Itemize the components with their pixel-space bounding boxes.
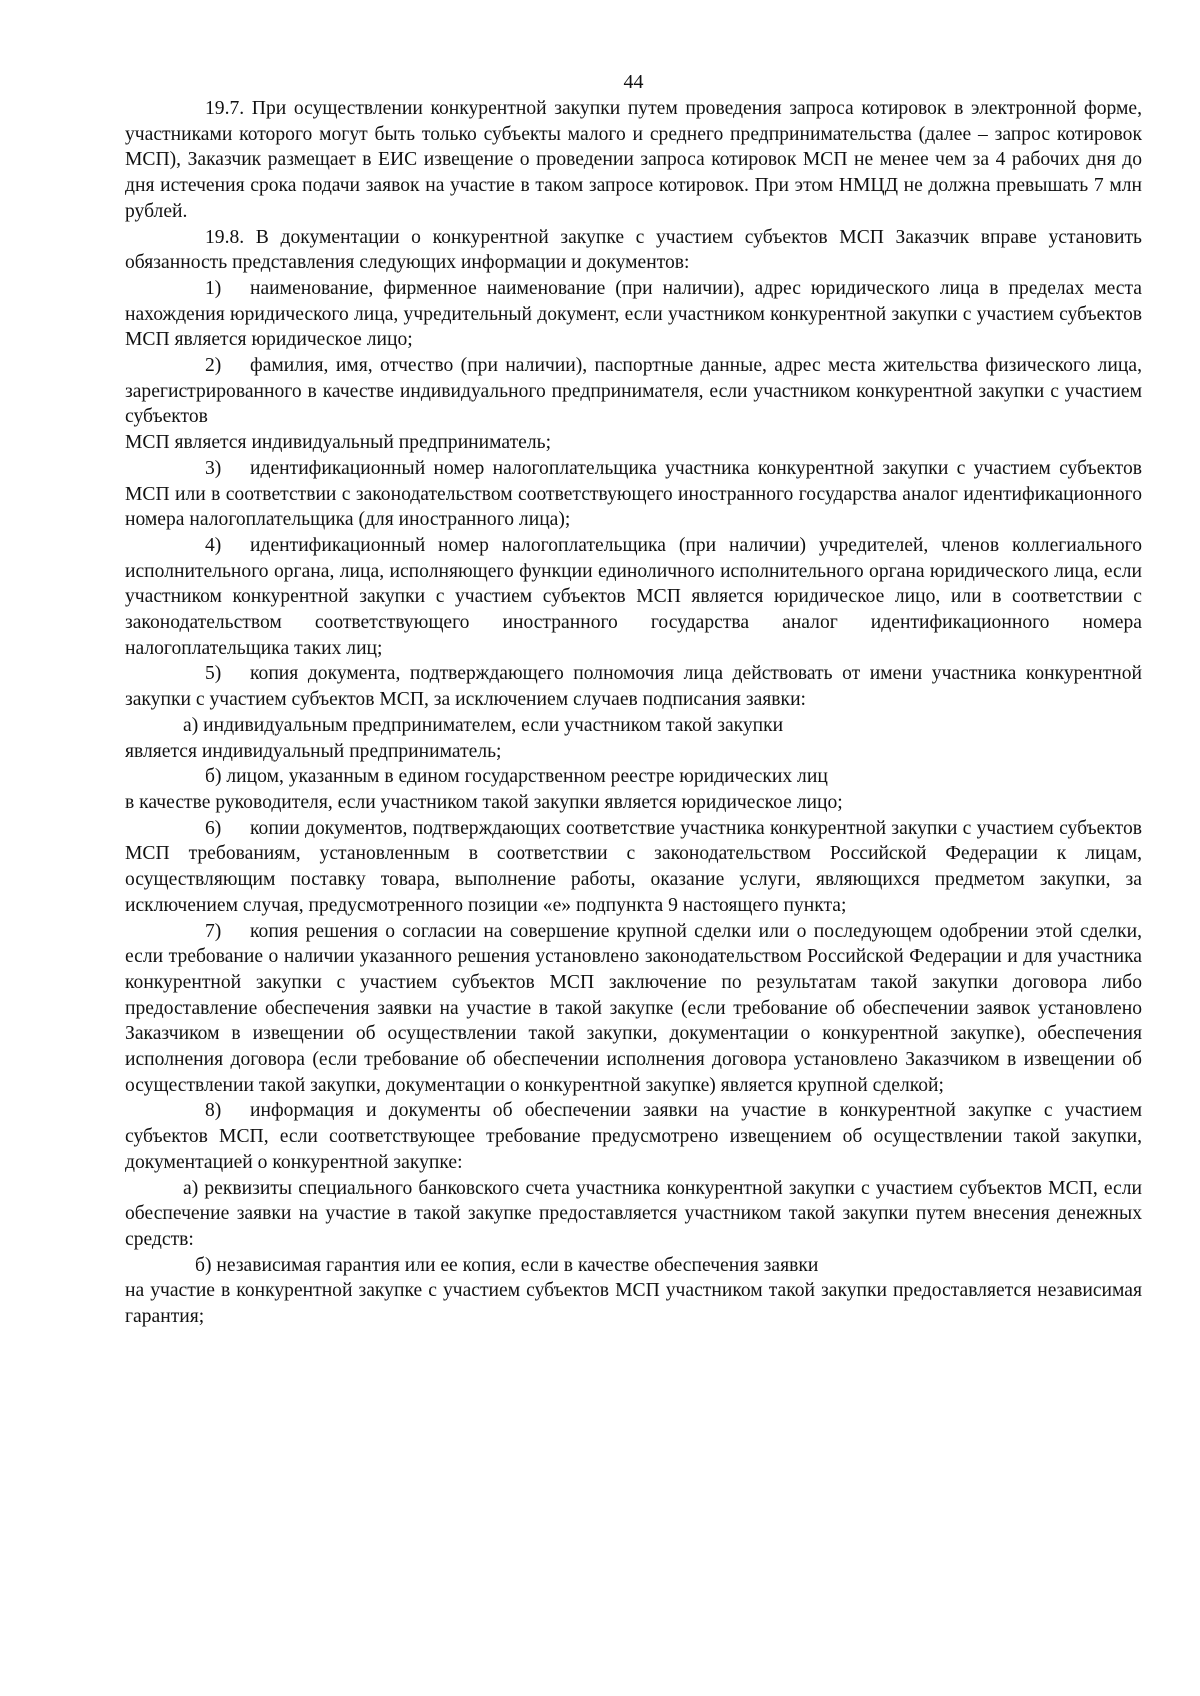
paragraph-19-8: 19.8. В документации о конкурентной закупке с участием субъектов МСП Заказчик вправе установить обязанность представления следующих информации и документов:: [125, 226, 1142, 274]
list-item-number: 8): [205, 1100, 222, 1122]
paragraph-19-7: 19.7. При осуществлении конкурентной закупки путем проведения запроса котировок в электронной форме, участниками которого могут быть только субъекты малого и среднего предпринимательства (далее – запрос котировок МСП), Заказчик размещает в ЕИС извещение о проведении запроса котировок МСП не менее чем за 4 рабочих дня до дня истечения срока подачи заявок на участие в таком запросе котировок. При этом НМЦД не должна превышать 7 млн рублей.: [125, 98, 1142, 222]
list-item-7: [125, 919, 1142, 1099]
list-item-text: копия документа, подтверждающего полномочия лица действовать от имени участника конкурентной закупки с участием субъектов МСП, за исключением случаев подписания заявки:: [125, 663, 1142, 711]
sub-item-5b: [125, 764, 1142, 815]
list-item-text: идентификационный номер налогоплательщика (при наличии) учредителей, членов коллегиального исполнительного органа, лица, исполняющего функции единоличного исполнительного органа юридического лица, если участником конкурентной закупки с участием субъектов МСП является юридическое лицо, или в соответствии с законодательством соответствующего иностранного государства аналог идентификационного номера налогоплательщика таких лиц;: [125, 534, 1142, 659]
list-item-number: 1): [205, 277, 222, 299]
page-number: 44: [623, 71, 644, 93]
sub-item-text-line-2: на участие в конкурентной закупке с участием субъектов МСП участником такой закупки предоставляется независимая гарантия;: [125, 1280, 1142, 1328]
sub-item-text-line-2: является индивидуальный предприниматель;: [125, 740, 502, 762]
list-item-text-line-1: 2) фамилия, имя, отчество (при наличии), паспортные данные, адрес места жительства физического лица, зарегистрированного в качестве индивидуального предпринимателя, если участником конкурентной закупки с участием субъектов: [125, 355, 1142, 428]
list-item-text: наименование, фирменное наименование (при наличии), адрес юридического лица в пределах места нахождения юридического лица, учредительный документ, если участником конкурентной закупки с участием субъектов МСП является юридическое лицо;: [125, 277, 1142, 351]
list-item-number: 3): [205, 457, 222, 479]
list-item-number: 7): [205, 920, 222, 942]
list-item-text: идентификационный номер налогоплательщика участника конкурентной закупки с участием субъектов МСП или в соответствии с законодательством соответствующего иностранного государства аналог идентификационного номера налогоплательщика (для иностранного лица);: [125, 457, 1142, 531]
sub-item-text-line-1: а) индивидуальным предпринимателем, если участником такой закупки: [183, 714, 784, 736]
list-item-3: [125, 456, 1142, 533]
sub-item-text-line-1: б) независимая гарантия или ее копия, если в качестве обеспечения заявки: [195, 1254, 819, 1276]
list-item-text: информация и документы об обеспечении заявки на участие в конкурентной закупке с участием субъектов МСП, если соответствующее требование предусмотрено извещением об осуществлении такой закупки, документацией о конкурентной закупке:: [125, 1100, 1142, 1173]
sub-item-8b: [125, 1253, 1142, 1330]
list-item-1: [125, 276, 1142, 353]
list-item-text: копии документов, подтверждающих соответствие участника конкурентной закупки с участием субъектов МСП требованиям, установленным в соответствии с законодательством Российской Федерации к лицам, осуществляющим поставку товара, выполнение работы, оказание услуги, являющихся предметом закупки, за исключением случая, предусмотренного позиции «е» подпункта 9 настоящего пункта;: [125, 817, 1142, 916]
list-item-5: [125, 661, 1142, 712]
list-item-6: [125, 816, 1142, 919]
list-item-text-line-2: МСП является индивидуальный предприниматель;: [125, 432, 552, 454]
sub-item-5a: [125, 713, 1142, 764]
list-item-number: 6): [205, 817, 222, 839]
list-item-2: [125, 353, 1142, 456]
list-item-number: 2): [205, 355, 222, 377]
sub-item-8a: а) реквизиты специального банковского счета участника конкурентной закупки с участием субъектов МСП, если обеспечение заявки на участие в такой закупке предоставляется участником такой закупки путем внесения денежных средств:: [125, 1177, 1142, 1250]
list-item-text: копия решения о согласии на совершение крупной сделки или о последующем одобрении этой сделки, если требование о наличии указанного решения установлено законодательством Российской Федерации и для участника конкурентной закупки с участием субъектов МСП заключение по результатам такой закупки договора либо предоставление обеспечения заявки на участие в такой закупке (если требование об обеспечении заявок установлено Заказчиком в извещении об осуществлении такой закупки, документации о конкурентной закупке), обеспечения исполнения договора (если требование об обеспечении исполнения договора установлено Заказчиком в извещении об осуществлении такой закупки, документации о конкурентной закупке) является крупной сделкой;: [125, 920, 1142, 1096]
list-item-number: 4): [205, 534, 222, 556]
list-item-8: [125, 1098, 1142, 1175]
list-item-4: [125, 533, 1142, 662]
list-item-number: 5): [205, 663, 222, 685]
sub-item-text-line-1: б) лицом, указанным в едином государственном реестре юридических лиц: [205, 766, 828, 788]
sub-item-text-line-2: в качестве руководителя, если участником такой закупки является юридическое лицо;: [125, 791, 843, 813]
